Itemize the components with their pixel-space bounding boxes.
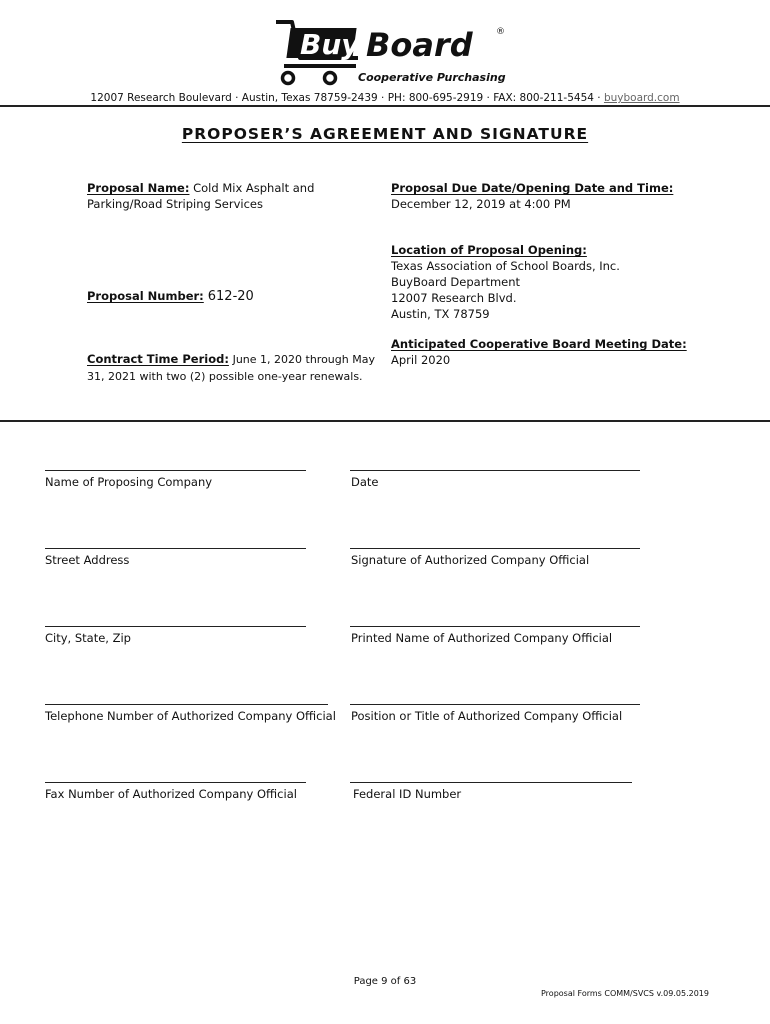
due-date-value: December 12, 2019 at 4:00 PM [391, 197, 571, 211]
position-title-field[interactable] [350, 704, 640, 705]
location-block [391, 242, 721, 322]
meeting-date-value: April 2020 [391, 353, 451, 367]
proposal-number-value: 612-20 [207, 289, 254, 304]
company-name-field[interactable] [45, 470, 306, 471]
form-version: Proposal Forms COMM/SVCS v.09.05.2019 [541, 989, 709, 998]
position-title-label: Position or Title of Authorized Company Official [351, 709, 623, 723]
proposal-number-label: Proposal Number: [87, 289, 204, 303]
contract-time-block [87, 351, 382, 385]
proposal-number-block [87, 288, 337, 304]
federal-id-label: Federal ID Number [353, 787, 462, 801]
contract-time-label: Contract Time Period: [87, 352, 229, 366]
location-line: 12007 Research Blvd. [391, 291, 517, 305]
due-date-block [391, 180, 721, 212]
location-label: Location of Proposal Opening: [391, 243, 587, 257]
header-divider [0, 105, 770, 107]
fax-number-field[interactable] [45, 782, 306, 783]
city-state-zip-field[interactable] [45, 626, 306, 627]
buyboard-logo [270, 18, 510, 88]
address-text: 12007 Research Boulevard · Austin, Texas 78759-2439 · PH: 800-695-2919 · FAX: 800-211-5454 · [90, 92, 601, 104]
fax-number-label: Fax Number of Authorized Company Official [45, 787, 297, 801]
website-link[interactable]: buyboard.com [603, 92, 680, 104]
printed-name-field[interactable] [350, 626, 640, 627]
company-name-label: Name of Proposing Company [45, 475, 213, 489]
date-label: Date [351, 475, 379, 489]
contract-time-value: June 1, 2020 through May 31, 2021 with two (2) possible one-year renewals. [87, 353, 375, 383]
meeting-date-label: Anticipated Cooperative Board Meeting Date: [391, 337, 687, 351]
signature-label: Signature of Authorized Company Official [351, 553, 590, 567]
due-date-label: Proposal Due Date/Opening Date and Time: [391, 181, 674, 195]
page-title: PROPOSER’S AGREEMENT AND SIGNATURE [181, 125, 589, 143]
street-address-field[interactable] [45, 548, 306, 549]
street-address-label: Street Address [45, 553, 130, 567]
location-line: Austin, TX 78759 [391, 307, 490, 321]
registered-mark: ® [496, 27, 505, 37]
section-divider [0, 420, 770, 422]
signature-field[interactable] [350, 548, 640, 549]
printed-name-label: Printed Name of Authorized Company Official [351, 631, 613, 645]
logo-board-text: Board [366, 26, 473, 64]
page-number: Page 9 of 63 [353, 976, 417, 987]
logo-tagline: Cooperative Purchasing [358, 71, 506, 84]
telephone-label: Telephone Number of Authorized Company Official [45, 709, 336, 723]
location-line: BuyBoard Department [391, 275, 521, 289]
location-line: Texas Association of School Boards, Inc. [391, 259, 620, 273]
address-line [0, 92, 770, 104]
federal-id-field[interactable] [350, 782, 632, 783]
proposal-name-label: Proposal Name: [87, 181, 190, 195]
telephone-field[interactable] [45, 704, 328, 705]
meeting-date-block [391, 336, 721, 368]
logo-buy-text: Buy [300, 28, 360, 61]
date-field[interactable] [350, 470, 640, 471]
city-state-zip-label: City, State, Zip [45, 631, 131, 645]
proposal-name-value: Cold Mix Asphalt and Parking/Road Striping Services [87, 181, 315, 211]
proposal-name-block [87, 180, 317, 212]
shopping-cart-logo-icon [270, 18, 510, 88]
